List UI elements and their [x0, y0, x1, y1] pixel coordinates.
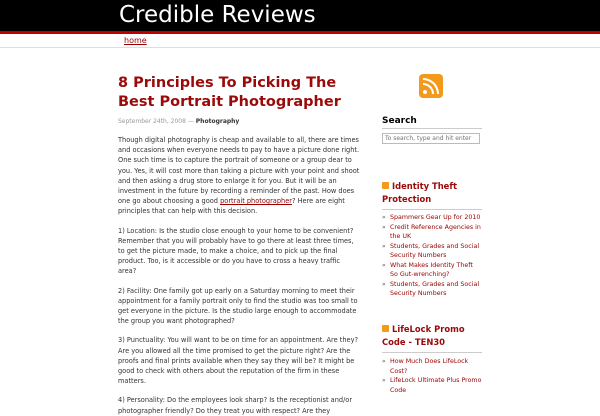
post-meta — [118, 117, 360, 126]
list-item[interactable]: » Students, Grades and Social Security Numbers — [382, 242, 480, 259]
arrow-bullet-icon: » — [382, 358, 386, 365]
post-paragraph-4: 4) Personality: Do the employees look sharp? Is the receptionist and/or photographer friendly? Do they treat you with respect? Are they — [118, 396, 353, 415]
list-item[interactable]: » LifeLock Ultimate Plus Promo Code — [382, 377, 482, 394]
site-header — [0, 0, 600, 34]
post-paragraph-3: 3) Punctuality: You will want to be on time for an appointment. Are they? Are you allowed all the time promised to get the picture right? Are the proofs and final prints available when they say they will be? It might be good to check with others about the reputation of the firm in these matters. — [118, 336, 359, 386]
post-paragraph-2: 2) Facility: One family got up early on a Saturday morning to meet their appointment for a family portrait only to find the studio was too small to get everyone in the picture. Is the studio large enough to accommodate the group you want photographed? — [118, 286, 358, 326]
portrait-photographer-link[interactable]: portrait photographer — [220, 197, 292, 206]
rss-icon[interactable] — [382, 182, 389, 189]
divider — [382, 128, 482, 129]
widget-title-identity-theft[interactable] — [382, 180, 482, 206]
sidebar — [382, 0, 482, 400]
list-item[interactable]: » Students, Grades and Social Security Numbers — [382, 280, 480, 297]
widget-title-text: LifeLock Promo Code - TEN30 — [382, 324, 465, 347]
list-item[interactable]: » What Makes Identity Theft So Gut-wrenching? — [382, 261, 473, 278]
rss-dot — [423, 90, 427, 94]
post-paragraph-1: 1) Location: Is the studio close enough to your home to be convenient? Remember that you will probably have to go there at least three times, to get the picture made, to make a choice, and to pick up the final product. Too, is it accessible or do you have to cross a heavy traffic area? — [118, 226, 354, 276]
widget-title-lifelock[interactable] — [382, 323, 482, 349]
post — [118, 74, 360, 416]
rss-icon[interactable] — [382, 325, 389, 332]
post-intro — [118, 135, 360, 217]
lifelock-list — [382, 357, 482, 395]
identity-theft-list — [382, 213, 482, 299]
arrow-bullet-icon: » — [382, 242, 386, 250]
nav-bar — [0, 34, 600, 48]
site-title[interactable]: Credible Reviews — [119, 2, 316, 28]
arrow-bullet-icon: » — [382, 223, 386, 231]
list-item[interactable]: » Credit Reference Agencies in the UK — [382, 223, 481, 240]
widget-title-text: Identity Theft Protection — [382, 181, 458, 204]
list-item[interactable]: » Spammers Gear Up for 2010 — [382, 214, 481, 221]
post-title[interactable]: 8 Principles To Picking The Best Portrait Photographer — [118, 75, 341, 110]
post-category-link[interactable]: Photography — [195, 118, 240, 125]
divider — [382, 352, 482, 353]
arrow-bullet-icon: » — [382, 261, 386, 269]
list-item[interactable]: » How Much Does LifeLock Cost? — [382, 358, 469, 375]
intro-text: Though digital photography is cheap and available to all, there are times and occasions when everyone needs to pay to have a picture done right. One such time is to capture the portrait of someone or a group dear to you. Yes, it will cost more than taking a picture with your point and shoot and then asking a drug store to enlarge it for you. But it will be an investment in the future by recording a reminder of the past. How does one go about choosing a good — [118, 136, 360, 206]
intro-text-end: ? Here are eight principles that can help with this decision. — [118, 197, 345, 216]
rss-feed-icon[interactable] — [419, 74, 443, 98]
search-input[interactable] — [382, 133, 480, 144]
divider — [382, 209, 482, 210]
nav-home-link[interactable]: home — [124, 36, 147, 45]
post-date: September 24th, 2008 — [118, 118, 186, 125]
search-heading: Search — [382, 116, 417, 126]
arrow-bullet-icon: » — [382, 280, 386, 288]
arrow-bullet-icon: » — [382, 377, 386, 384]
meta-separator: — — [185, 118, 196, 125]
arrow-bullet-icon: » — [382, 214, 386, 221]
